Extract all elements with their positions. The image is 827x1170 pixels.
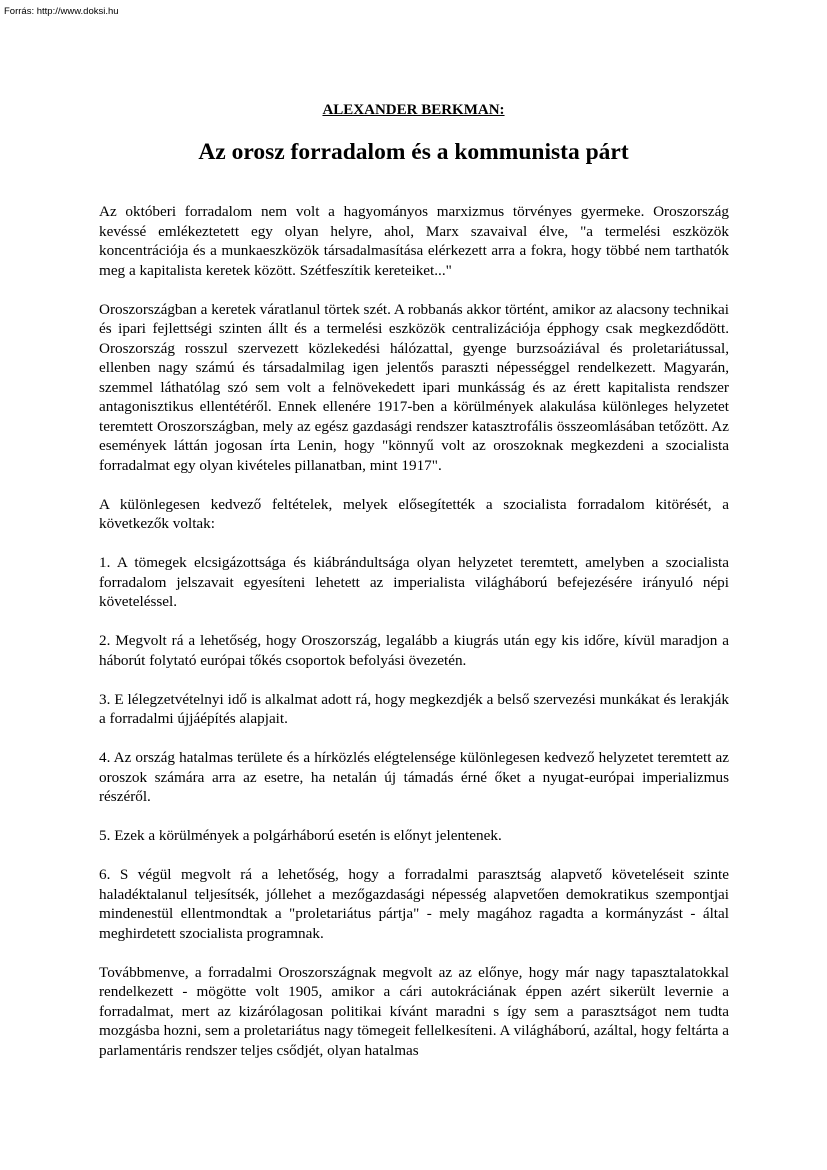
list-item: 1. A tömegek elcsigázottsága és kiábrándultsága olyan helyzetet teremtett, amelyben a szocialista forradalom jelszavait egyesíteni lehetett az imperialista világháború befejezésére irányuló népi követeléssel. [99,554,729,610]
list-item: 5. Ezek a körülmények a polgárháború esetén is előnyt jelentenek. [99,827,502,844]
paragraph: Oroszországban a keretek váratlanul törtek szét. A robbanás akkor történt, amikor az alacsony technikai és ipari fejlettségi szinten állt és a termelési eszközök centralizációja épphogy csak megkezdődött. Oroszország rosszul szervezett közlekedési hálózattal, gyenge burzsoáziával és proletariátussal, ellenben nagy számú és társadalmilag igen jelentős paraszti népességgel rendelkezett. Magyarán, szemmel láthatólag szó sem volt a felnövekedett ipari munkásság és az érett kapitalista rendszer antagonisztikus ellentétéről. Ennek ellenére 1917-ben a körülmények alakulása különleges helyzetet teremtett Oroszországban, mely az egész gazdasági rendszer katasztrofális összeomlásában tetőzött. Az események láttán jogosan írta Lenin, hogy "könnyű volt az oroszoknak megkezdeni a szocialista forradalmat egy olyan kivételes pillanatban, mint 1917". [99,300,729,474]
list-item: 4. Az ország hatalmas területe és a hírközlés elégtelensége különlegesen kedvező helyzetet teremtett az oroszok számára arra az esetre, ha netalán új támadás érné őket a nyugat-európai imperializmus részéről. [99,749,729,805]
author-heading: ALEXANDER BERKMAN: [322,102,505,118]
list-item: 2. Megvolt rá a lehetőség, hogy Oroszország, legalább a kiugrás után egy kis időre, kívül maradjon a háborút folytató európai tőkés csoportok befolyási övezetén. [99,632,729,669]
paragraph: A különlegesen kedvező feltételek, melyek elősegítették a szocialista forradalom kitörését, a következők voltak: [99,495,729,532]
paragraph: Továbbmenve, a forradalmi Oroszországnak megvolt az az előnye, hogy már nagy tapasztalatokkal rendelkezett - mögötte volt 1905, amikor a cári autokráciának éppen azért sikerült levernie a forradalmat, mert az kizárólagosan politikai kívánt maradni s így sem a parasztságot nem tudta mozgásba hozni, sem a proletariátus nagy tömegeit fellelkesíteni. A világháború, azáltal, hogy feltárta a parlamentáris rendszer teljes csődjét, olyan hatalmas [99,963,729,1059]
list-item: 6. S végül megvolt rá a lehetőség, hogy a forradalmi parasztság alapvető követeléseit szinte haladéktalanul teljesítsék, jóllehet a mezőgazdasági népesség alapvetően demokratikus szempontjai mindenestül ellentmondtak a "proletariátus pártja" - mely magához ragadta a kormányzást - által meghirdetett szocialista programnak. [99,866,729,942]
page-title: Az orosz forradalom és a kommunista párt [198,139,629,165]
source-note: Forrás: http://www.doksi.hu [4,6,119,17]
list-item: 3. E lélegzetvételnyi idő is alkalmat adott rá, hogy megkezdjék a belső szervezési munkákat és lerakják a forradalmi újjáépítés alapjait. [99,690,729,727]
paragraph: Az októberi forradalom nem volt a hagyományos marxizmus törvényes gyermeke. Oroszország kevéssé emlékeztetett egy olyan helyre, ahol, Marx szavaival élve, "a termelési eszközök koncentrációja és a munkaeszközök társadalmasítása elérkezett arra a fokra, hogy többé nem tarthatók meg a kapitalista keretek között. Szétfeszítik kereteiket..." [99,203,729,279]
document-body [99,202,729,1080]
